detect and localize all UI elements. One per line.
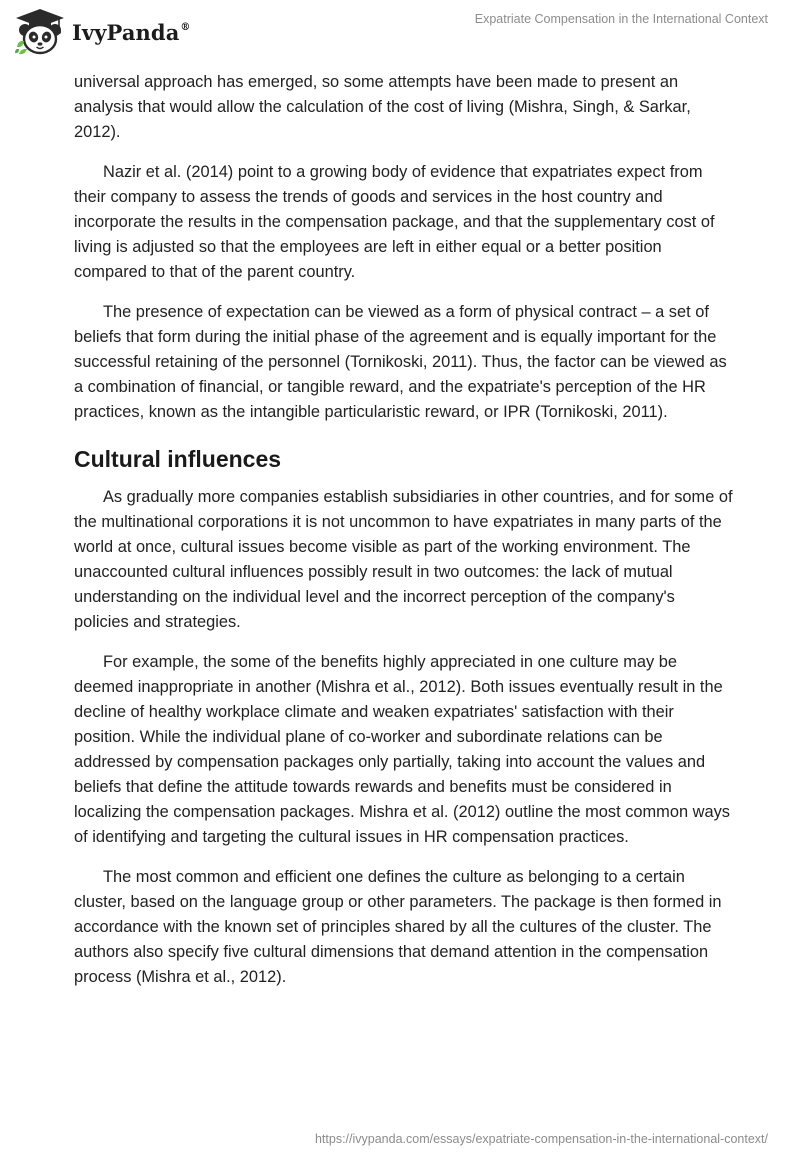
brand-name-text: IvyPanda bbox=[72, 19, 180, 45]
document-title: Expatriate Compensation in the International Context bbox=[474, 12, 768, 26]
brand-name bbox=[72, 20, 191, 45]
panda-graduate-logo-icon bbox=[14, 7, 66, 57]
registered-mark: ® bbox=[180, 21, 191, 33]
paragraph-1: universal approach has emerged, so some attempts have been made to present an analysis that would allow the calculation of the cost of living (Mishra, Singh, & Sarkar, 2012). bbox=[74, 73, 691, 141]
paragraph-3: The presence of expectation can be viewed as a form of physical contract – a set of beliefs that form during the initial phase of the agreement and is equally important for the successful retaining of the personnel (Tornikoski, 2011). Thus, the factor can be viewed as a combination of financial, or tangible reward, and the expatriate's perception of the HR practices, known as the intangible particularistic reward, or IPR (Tornikoski, 2011). bbox=[74, 303, 727, 421]
ivypanda-logo-link[interactable] bbox=[14, 6, 191, 58]
paragraph-6: The most common and efficient one defines the culture as belonging to a certain cluster, based on the language group or other parameters. The package is then formed in accordance with the known set of principles shared by all the cultures of the cluster. The authors also specify five cultural dimensions that demand attention in the compensation process (Mishra et al., 2012). bbox=[74, 868, 722, 986]
section-heading-cultural-influences: Cultural influences bbox=[74, 446, 282, 472]
paragraph-5: For example, the some of the benefits highly appreciated in one culture may be deemed inappropriate in another (Mishra et al., 2012). Both issues eventually result in the decline of healthy workplace climate and weaken expatriates' satisfaction with their position. While the individual plane of co-worker and subordinate relations can be addressed by compensation packages only partially, taking into account the values and beliefs that define the attitude towards rewards and benefits must be considered in localizing the compensation packages. Mishra et al. (2012) outline the most common ways of identifying and targeting the cultural issues in HR compensation practices. bbox=[74, 653, 730, 846]
paragraph-4: As gradually more companies establish subsidiaries in other countries, and for some of the multinational corporations it is not uncommon to have expatriates in many parts of the world at once, cultural issues become visible as part of the working environment. The unaccounted cultural influences possibly result in two outcomes: the lack of mutual understanding on the individual level and the incorrect perception of the company's policies and strategies. bbox=[74, 488, 733, 631]
essay-content bbox=[74, 70, 734, 1005]
paragraph-2: Nazir et al. (2014) point to a growing body of evidence that expatriates expect from their company to assess the trends of goods and services in the host country and incorporate the results in the compensation package, and that the supplementary cost of living is adjusted so that the employees are left in either equal or a better position compared to that of the parent country. bbox=[74, 163, 715, 281]
source-url-link[interactable]: https://ivypanda.com/essays/expatriate-compensation-in-the-international-context/ bbox=[314, 1132, 768, 1146]
page-header bbox=[0, 0, 800, 62]
